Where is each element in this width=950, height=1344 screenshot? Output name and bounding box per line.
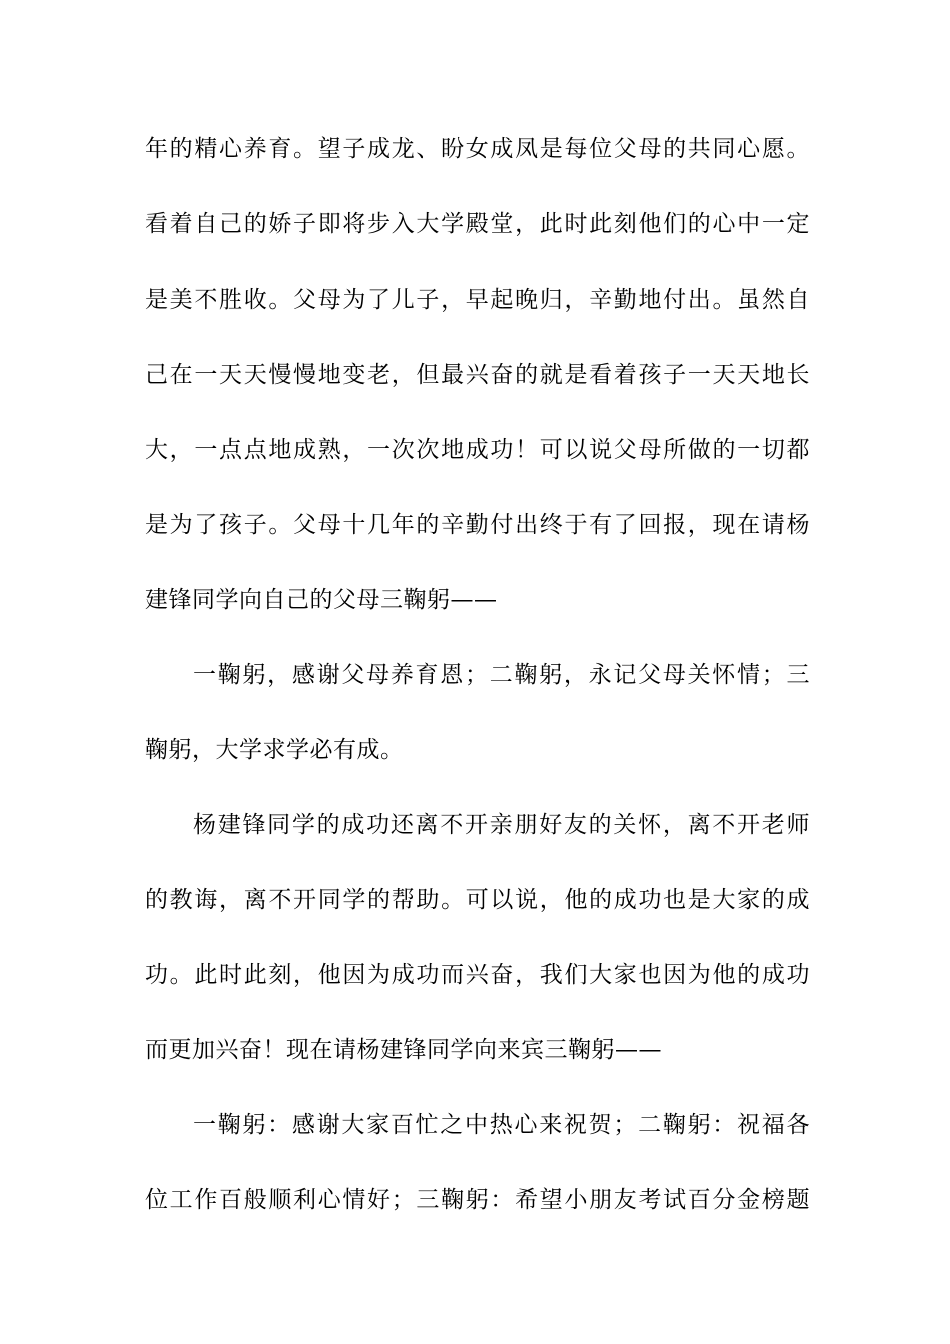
paragraph-line: 一鞠躬，感谢父母养育恩；二鞠躬，永记父母关怀情；三 <box>193 662 810 688</box>
paragraph-line: 年的精心养育。望子成龙、盼女成凤是每位父母的共同心愿。 <box>145 136 810 162</box>
paragraph-line: 看着自己的娇子即将步入大学殿堂，此时此刻他们的心中一定 <box>145 211 810 237</box>
paragraph-line: 是美不胜收。父母为了儿子，早起晚归，辛勤地付出。虽然自 <box>145 287 810 313</box>
paragraph-line: 鞠躬，大学求学必有成。 <box>145 737 404 763</box>
paragraph-line: 建锋同学向自己的父母三鞠躬—— <box>145 587 498 613</box>
paragraph-line: 功。此时此刻，他因为成功而兴奋，我们大家也因为他的成功 <box>145 962 810 988</box>
paragraph-line: 大，一点点地成熟，一次次地成功！可以说父母所做的一切都 <box>145 437 810 463</box>
paragraph-line: 的教诲，离不开同学的帮助。可以说，他的成功也是大家的成 <box>145 887 810 913</box>
paragraph-line: 位工作百般顺利心情好；三鞠躬：希望小朋友考试百分金榜题 <box>145 1187 810 1213</box>
paragraph-line: 己在一天天慢慢地变老，但最兴奋的就是看着孩子一天天地长 <box>145 362 810 388</box>
paragraph-line: 而更加兴奋！现在请杨建锋同学向来宾三鞠躬—— <box>145 1037 662 1063</box>
paragraph-line: 是为了孩子。父母十几年的辛勤付出终于有了回报，现在请杨 <box>145 512 810 538</box>
paragraph-line: 一鞠躬：感谢大家百忙之中热心来祝贺；二鞠躬：祝福各 <box>193 1112 810 1138</box>
paragraph-line: 杨建锋同学的成功还离不开亲朋好友的关怀，离不开老师 <box>193 812 810 838</box>
